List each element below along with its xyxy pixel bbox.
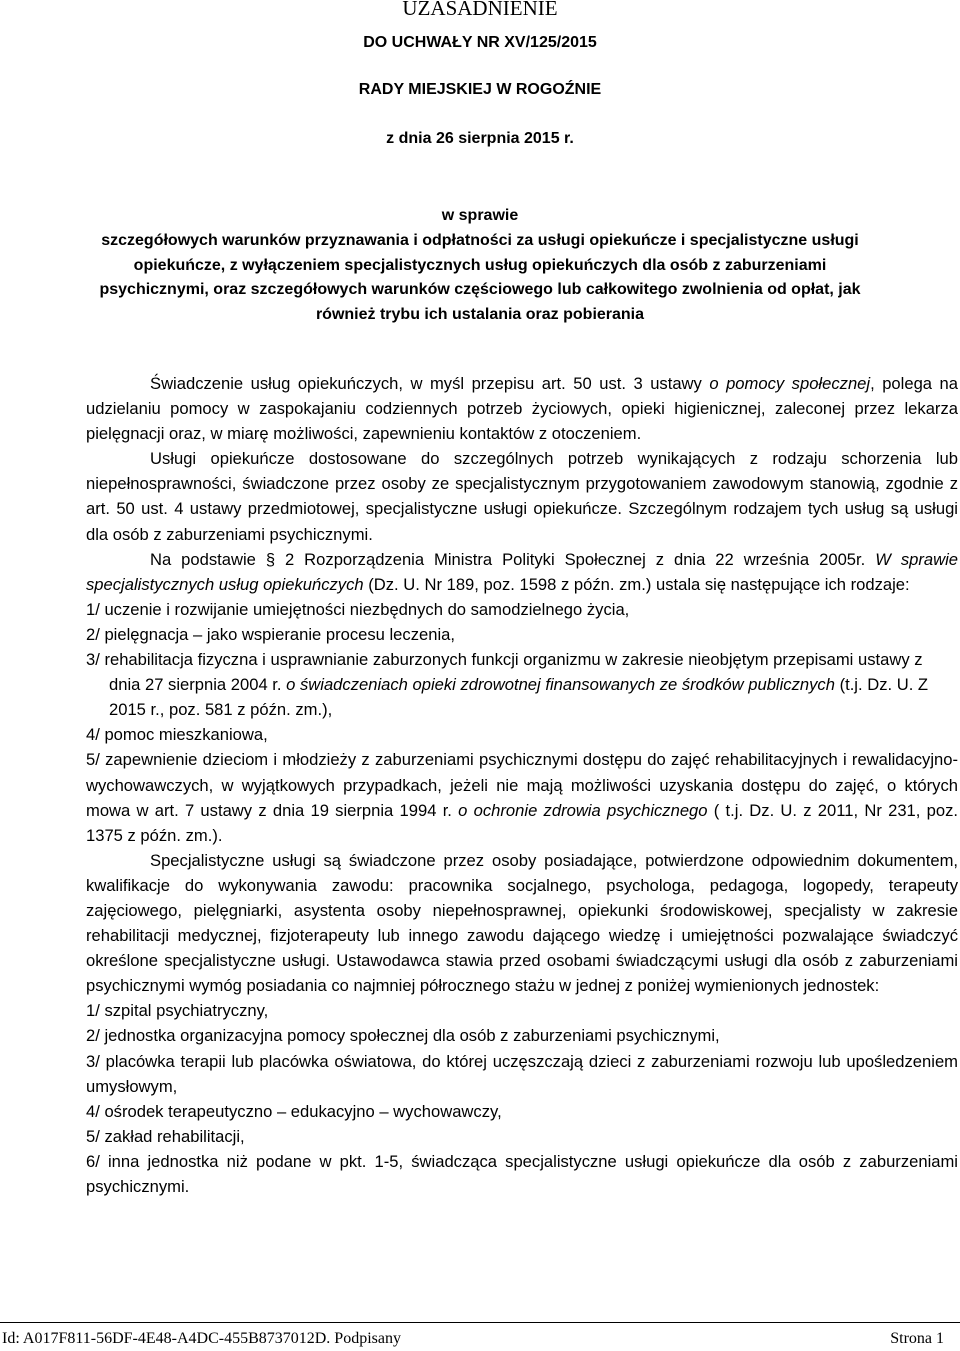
unit-item-6: 6/ inna jednostka niż podane w pkt. 1-5, świadcząca specjalistyczne usługi opiekuńcze dla osób z zaburzeniami psychicznymi. xyxy=(86,1151,958,1196)
resolution-subject xyxy=(80,204,880,328)
list-item-2: 2/ pielęgnacja – jako wspieranie procesu leczenia, xyxy=(86,624,455,644)
council-name: RADY MIEJSKIEJ W ROGOŹNIE xyxy=(358,81,602,98)
unit-item-2: 2/ jednostka organizacyjna pomocy społecznej dla osób z zaburzeniami psychicznymi, xyxy=(86,1026,720,1046)
resolution-date: z dnia 26 sierpnia 2015 r. xyxy=(386,130,574,147)
page-number: Strona 1 xyxy=(890,1330,944,1347)
resolution-number: DO UCHWAŁY NR XV/125/2015 xyxy=(363,34,597,51)
document-title: UZASADNIENIE xyxy=(402,0,558,20)
subject-intro: w sprawie xyxy=(441,207,519,224)
paragraph-legal-basis: Na podstawie § 2 Rozporządzenia Ministra Polityki Społecznej z dnia 22 września 2005r. W sprawie specjalistycznych usług opiekuńczych (Dz. U. Nr 189, poz. 1598 z późn. zm.) ustala się następujące ich rodzaje: xyxy=(86,549,958,594)
paragraph-care-services: Świadczenie usług opiekuńczych, w myśl przepisu art. 50 ust. 3 ustawy o pomocy społecznej, polega na udzielaniu pomocy w zaspokajaniu codziennych potrzeb życiowych, opieki higienicznej, zaleconej przez lekarza pielęgnacji oraz, w miarę możliwości, zapewnieniu kontaktów z otoczeniem. xyxy=(86,374,958,444)
unit-item-5: 5/ zakład rehabilitacji, xyxy=(86,1126,245,1146)
list-item-1: 1/ uczenie i rozwijanie umiejętności niezbędnych do samodzielnego życia, xyxy=(86,599,630,619)
paragraph-specialist-services: Usługi opiekuńcze dostosowane do szczególnych potrzeb wynikających z rodzaju schorzenia lub niepełnosprawności, świadczone przez osoby ze specjalistycznym przygotowaniem zawodowym stanowią, zgodnie z art. 50 ust. 4 ustawy przedmiotowej, specjalistyczne usługi opiekuńcze. Szczególnym rodzajem tych usług są usługi dla osób z zaburzeniami psychicznymi. xyxy=(86,449,958,544)
footer-divider xyxy=(0,1322,960,1323)
unit-item-3: 3/ placówka terapii lub placówka oświatowa, do której uczęszczają dzieci z zaburzeniami rozwoju lub upośledzeniem umysłowym, xyxy=(86,1051,958,1096)
document-id: Id: A017F811-56DF-4E48-A4DC-455B8737012D. Podpisany xyxy=(2,1330,401,1347)
unit-item-1: 1/ szpital psychiatryczny, xyxy=(86,1001,269,1021)
list-item-4: 4/ pomoc mieszkaniowa, xyxy=(86,725,268,745)
justification-body xyxy=(86,371,958,1199)
list-item-5: 5/ zapewnienie dzieciom i młodzieży z zaburzeniami psychicznymi dostępu do zajęć rehabilitacyjnych i rewalidacyjno-wychowawczych, w wyjątkowych przypadkach, jeżeli nie mają możliwości uzyskania dostępu do zajęć, o których mowa w art. 7 ustawy z dnia 19 sierpnia 1994 r. o ochronie zdrowia psychicznego ( t.j. Dz. U. z 2011, Nr 231, poz. 1375 z późn. zm.). xyxy=(86,750,959,845)
list-item-3: 3/ rehabilitacja fizyczna i usprawnianie zaburzonych funkcji organizmu w zakresie nieobjętym przepisami ustawy z dnia 27 sierpnia 2004 r. o świadczeniach opieki zdrowotnej finansowanych ze środków publicznych (t.j. Dz. U. Z 2015 r., poz. 581 z późn. zm.), xyxy=(86,650,929,720)
subject-text: szczegółowych warunków przyznawania i odpłatności za usługi opiekuńcze i specjalistyczne usługi opiekuńcze, z wyłączeniem specjalistycznych usług opiekuńczych dla osób z zaburzeniami psychicznymi, oraz szczegółowych warunków częściowego lub całkowitego zwolnienia od opłat, jak również trybu ich ustalania oraz pobierania xyxy=(99,231,861,324)
unit-item-4: 4/ ośrodek terapeutyczno – edukacyjno – wychowawczy, xyxy=(86,1101,502,1121)
paragraph-qualifications: Specjalistyczne usługi są świadczone przez osoby posiadające, potwierdzone odpowiednim dokumentem, kwalifikacje do wykonywania zawodu: pracownika socjalnego, psychologa, pedagoga, logopedy, terapeuty zajęciowego, pielęgniarki, asystenta osoby niepełnosprawnej, opiekunki środowiskowej, specjalisty w zakresie rehabilitacji medycznej, fizjoterapeuty lub innego zawodu dającego wiedzę i umiejętności pozwalające świadczyć określone specjalistyczne usługi. Ustawodawca stawia przed osobami świadczącymi usługi dla osób z zaburzeniami psychicznymi wymóg posiadania co najmniej półrocznego stażu w jednej z poniżej wymienionych jednostek: xyxy=(86,850,958,996)
